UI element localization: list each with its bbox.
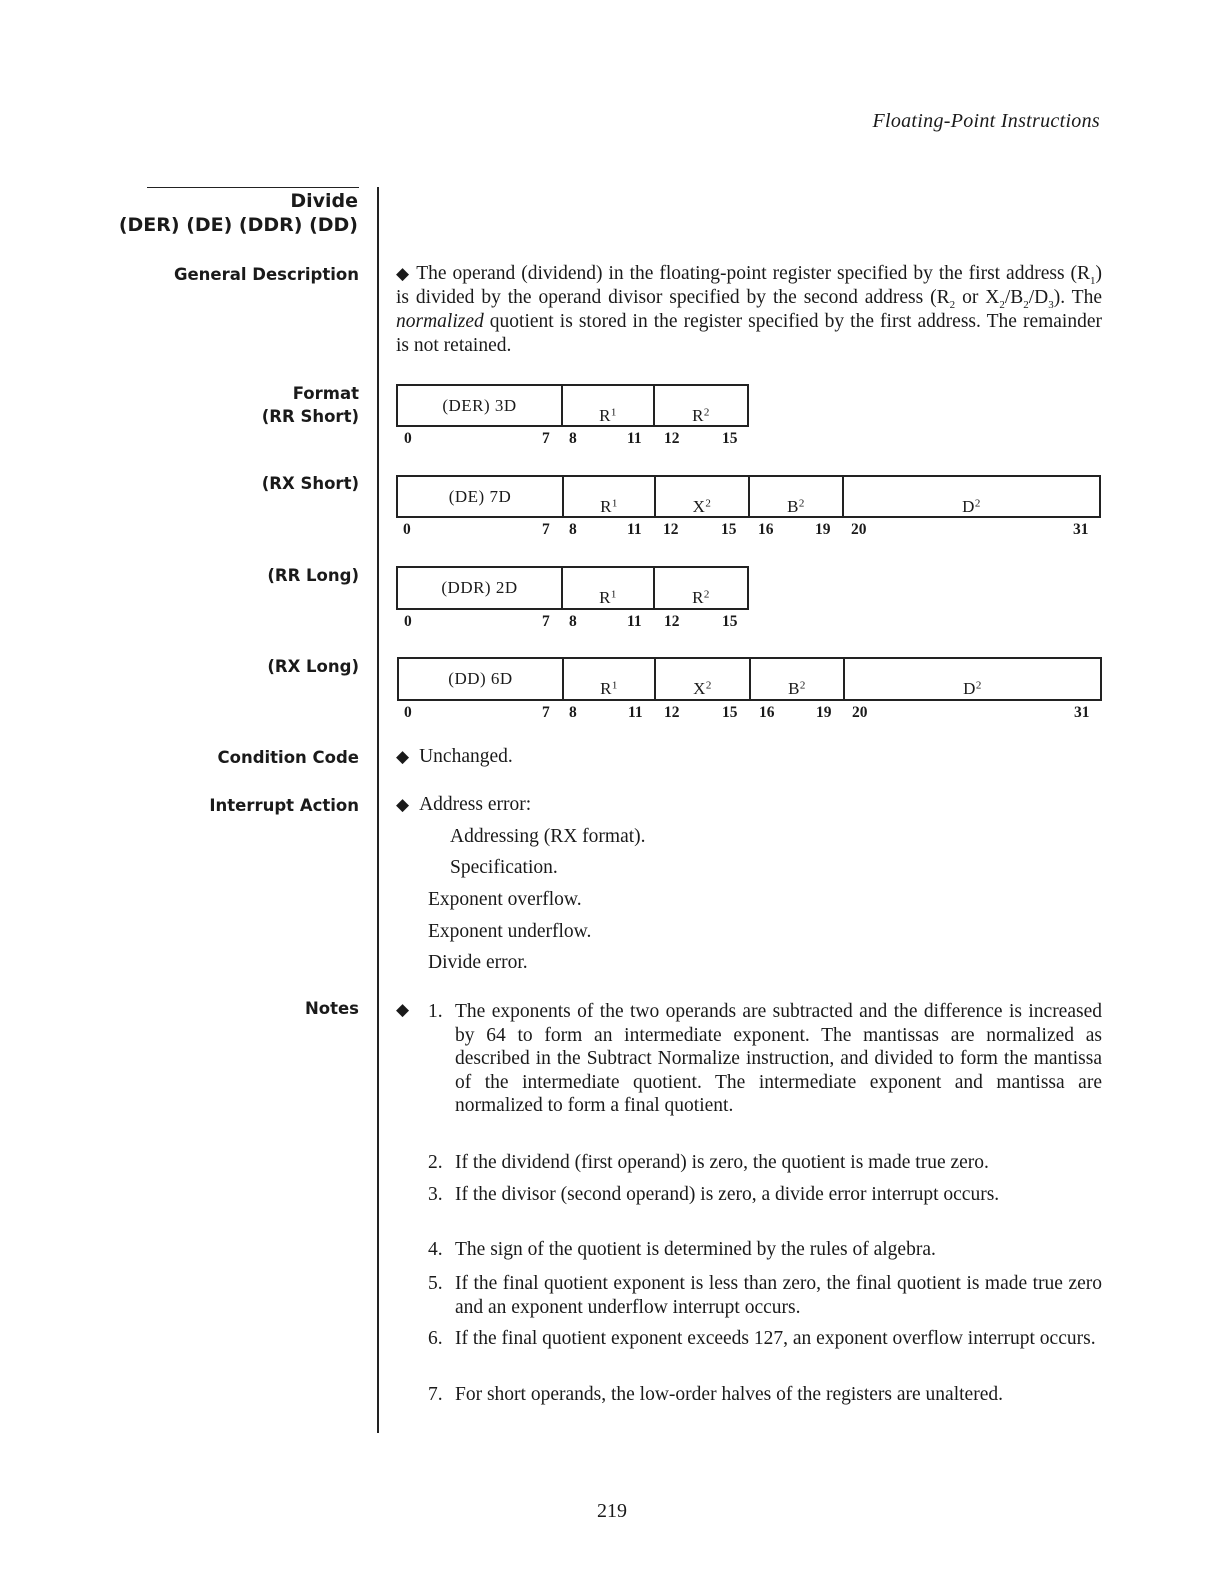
note-item: 7. For short operands, the low-order halves of the registers are unaltered. xyxy=(428,1384,1003,1405)
label-notes: Notes xyxy=(304,999,359,1018)
note-item: 4. The sign of the quotient is determined by the rules of algebra. xyxy=(428,1239,936,1260)
interrupt-specification: Specification. xyxy=(450,857,558,878)
label-rr-long: (RR Long) xyxy=(267,566,359,585)
bit-number: 12 xyxy=(664,704,680,721)
bit-number: 20 xyxy=(852,704,868,721)
bit-number: 8 xyxy=(569,430,577,447)
note-item: 1. The exponents of the two operands are subtracted and the difference is increased by 64 to form an intermediate exponent. The mantissas are normalized as described in the Subtract Normalize instruction, and divided to form the mantissa of the intermediate quotient. The intermediate exponent and mantissa are normalized to form a final quotient. xyxy=(428,1001,1102,1116)
bit-number: 19 xyxy=(816,704,832,721)
bit-number: 0 xyxy=(404,613,412,630)
bit-number: 8 xyxy=(569,704,577,721)
bit-number: 12 xyxy=(664,613,680,630)
bullet-diamond-icon: ◆ xyxy=(396,1000,410,1019)
r1-field: $R_1$ xyxy=(562,475,656,518)
bit-number: 11 xyxy=(627,613,642,630)
label-interrupt-action: Interrupt Action xyxy=(209,796,359,815)
bit-number: 8 xyxy=(569,613,577,630)
note-item: 6. If the final quotient exponent exceeds 127, an exponent overflow interrupt occurs. xyxy=(428,1328,1096,1349)
bit-number: 7 xyxy=(542,430,550,447)
bit-number: 11 xyxy=(628,704,643,721)
label-condition-code: Condition Code xyxy=(217,748,359,767)
r2-field: $R_2$ xyxy=(653,384,749,427)
bit-number: 7 xyxy=(542,613,550,630)
r1-field: $R_1$ xyxy=(562,657,656,701)
b2-field: $B_2$ xyxy=(749,657,845,701)
r1-field: $R_1$ xyxy=(561,384,655,427)
bit-number: 15 xyxy=(722,704,738,721)
x2-field: $X_2$ xyxy=(654,475,750,518)
condition-code-text: ◆ Unchanged. xyxy=(396,746,513,767)
bit-number: 15 xyxy=(721,521,737,538)
opcode-field: (DDR) 2D xyxy=(396,566,563,610)
bullet-diamond-icon: ◆ xyxy=(396,264,411,283)
d2-field: $D_2$ xyxy=(843,657,1102,701)
bit-number: 19 xyxy=(815,521,831,538)
bit-number: 7 xyxy=(542,521,550,538)
b2-field: $B_2$ xyxy=(748,475,844,518)
bit-number: 0 xyxy=(404,704,412,721)
opcode-field: (DE) 7D xyxy=(396,475,564,518)
x2-field: $X_2$ xyxy=(654,657,751,701)
r2-field: $R_2$ xyxy=(653,566,749,610)
bit-number: 31 xyxy=(1074,704,1090,721)
label-rx-short: (RX Short) xyxy=(261,474,359,493)
opcode-field: (DD) 6D xyxy=(397,657,564,701)
label-general-description: General Description xyxy=(173,265,359,284)
general-description: ◆ The operand (dividend) in the floating-point register specified by the first address $(R_1)$ is divided by the operand divisor specified by the second address ($R_2$ or $X_2/B_2/D_3$). The normalized quotient is stored in the register specified by the first address. The remainder is not retained. xyxy=(396,263,1103,356)
bit-number: 31 xyxy=(1073,521,1089,538)
interrupt-address-error: ◆ Address error: xyxy=(396,794,532,815)
r1-field: $R_1$ xyxy=(561,566,655,610)
interrupt-divide-error: Divide error. xyxy=(428,952,528,973)
bit-number: 7 xyxy=(542,704,550,721)
note-item: 3. If the divisor (second operand) is zero, a divide error interrupt occurs. xyxy=(428,1184,1000,1205)
bit-number: 0 xyxy=(403,521,411,538)
bit-number: 16 xyxy=(758,521,774,538)
bit-number: 0 xyxy=(404,430,412,447)
label-format: Format xyxy=(292,384,359,403)
note-item: 2. If the dividend (first operand) is zero, the quotient is made true zero. xyxy=(428,1152,989,1173)
section-mnemonics: (DER) (DE) (DDR) (DD) xyxy=(118,214,358,236)
bit-number: 12 xyxy=(663,521,679,538)
d2-field: $D_2$ xyxy=(842,475,1101,518)
interrupt-exponent-underflow: Exponent underflow. xyxy=(428,921,592,942)
label-rr-short: (RR Short) xyxy=(261,407,359,426)
running-head: Floating-Point Instructions xyxy=(872,110,1100,132)
label-rx-long: (RX Long) xyxy=(267,657,359,676)
bullet-diamond-icon: ◆ xyxy=(396,747,410,766)
column-divider xyxy=(377,187,379,1433)
bit-number: 15 xyxy=(722,430,738,447)
bit-number: 20 xyxy=(851,521,867,538)
bit-number: 15 xyxy=(722,613,738,630)
opcode-field: (DER) 3D xyxy=(396,384,563,427)
title-rule xyxy=(147,187,359,188)
interrupt-addressing: Addressing (RX format). xyxy=(450,826,646,847)
note-item: 5. If the final quotient exponent is less than zero, the final quotient is made true zero and an exponent underflow interrupt occurs. xyxy=(428,1273,1102,1318)
bit-number: 11 xyxy=(627,430,642,447)
section-title: Divide xyxy=(290,190,358,212)
bit-number: 16 xyxy=(759,704,775,721)
bit-number: 8 xyxy=(569,521,577,538)
interrupt-exponent-overflow: Exponent overflow. xyxy=(428,889,582,910)
bullet-diamond-icon: ◆ xyxy=(396,795,410,814)
bit-number: 11 xyxy=(627,521,642,538)
bit-number: 12 xyxy=(664,430,680,447)
page-number: 219 xyxy=(597,1500,627,1522)
